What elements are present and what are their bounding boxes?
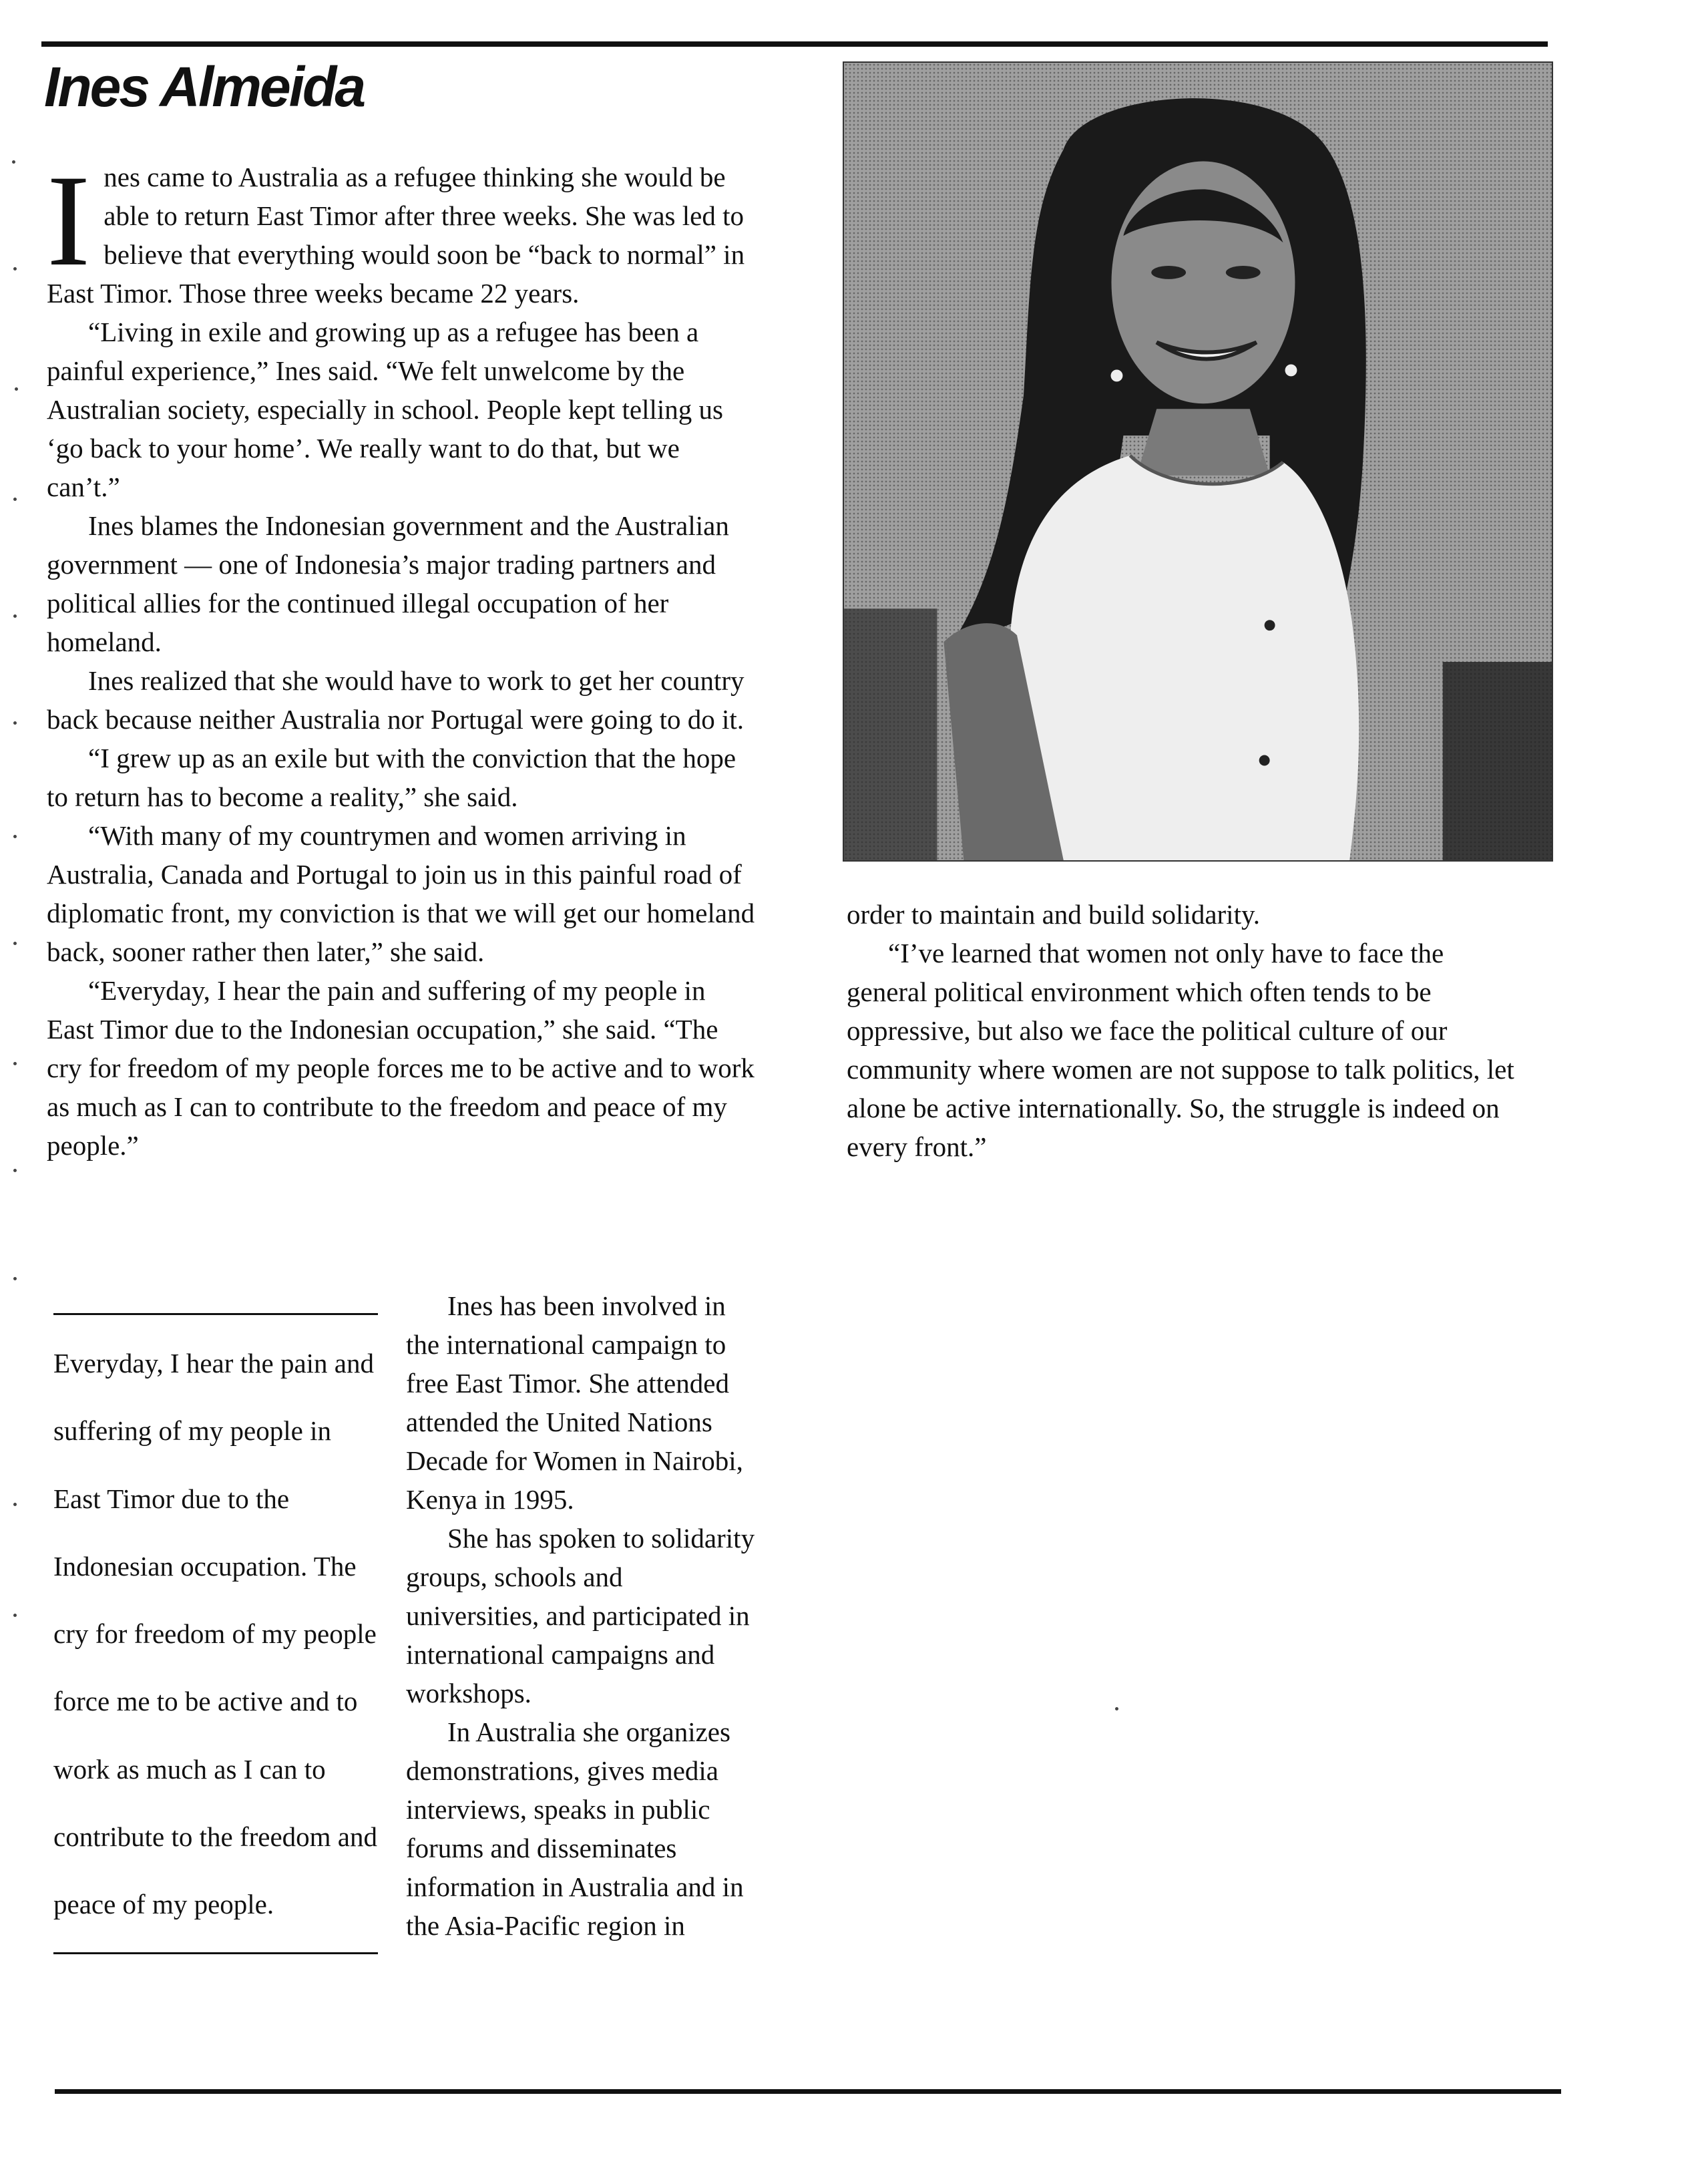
scan-speck (13, 835, 17, 838)
scan-speck (13, 498, 17, 501)
scan-speck (13, 1614, 17, 1617)
scan-speck (13, 1277, 17, 1280)
portrait-photo (843, 61, 1553, 862)
bottom-rule (55, 2089, 1561, 2094)
scan-speck (13, 1503, 17, 1506)
paragraph-7: “Everyday, I hear the pain and suffering of my people in East Timor due to the Indonesian occupation,” she said. “The cry for freedom of my people forces me to be active and to work as much as I can to contribute to the freedom and peace of my people.” (47, 975, 755, 1161)
pull-quote: Everyday, I hear the pain and suffering of my people in East Timor due to the Indonesian occupation. The cry for freedom of my people force me to be active and to work as much as I can to contribute to the freedom and peace of my people. (53, 1313, 378, 1954)
scan-speck (13, 267, 17, 270)
scan-speck (13, 721, 17, 725)
scan-speck (13, 1169, 17, 1172)
middle-column (406, 1286, 759, 1945)
paragraph-11: order to maintain and build solidarity. (847, 899, 1261, 930)
article-title: Ines Almeida (44, 55, 365, 118)
paragraph-10: In Australia she organizes demonstrations, gives media interviews, speaks in public forums and disseminates information in Australia and in the Asia-Pacific region in (406, 1716, 744, 1941)
paragraph-2: “Living in exile and growing up as a refugee has been a painful experience,” Ines said. “We felt unwelcome by the Australian society, especially in school. People kept telling us ‘go back to your home’. We really want to do that, but we can’t.” (47, 317, 724, 502)
scan-speck (1115, 1707, 1118, 1710)
paragraph-5: “I grew up as an exile but with the conviction that the hope to return has to become a reality,” she said. (47, 743, 736, 812)
paragraph-12: “I’ve learned that women not only have to face the general political environment which often tends to be oppressive, but also we face the political culture of our community where women are not suppose to talk politics, let alone be active internationally. So, the struggle is indeed on every front.” (847, 938, 1514, 1162)
right-column (847, 895, 1530, 1166)
paragraph-6: “With many of my countrymen and women arriving in Australia, Canada and Portugal to join us in this painful road of diplomatic front, my conviction is that we will get our homeland back, sooner rather then later,” she said. (47, 820, 755, 967)
paragraph-1 (47, 148, 759, 313)
drop-cap: I (47, 148, 91, 293)
paragraph-1-text: nes came to Australia as a refugee thinking she would be able to return East Timor after three weeks. She was led to believe that everything would soon be “back to normal” in East Timor. Those three weeks became 22 years. (47, 162, 745, 309)
paragraph-4: Ines realized that she would have to work to get her country back because neither Australia nor Portugal were going to do it. (47, 665, 745, 735)
top-rule (41, 41, 1548, 47)
paragraph-8: Ines has been involved in the international campaign to free East Timor. She attended attended the United Nations Decade for Women in Nairobi, Kenya in 1995. (406, 1290, 743, 1515)
scan-speck (13, 1062, 17, 1065)
left-column (47, 148, 759, 1165)
scan-speck (12, 160, 15, 164)
paragraph-9: She has spoken to solidarity groups, schools and universities, and participated in international campaigns and workshops. (406, 1523, 755, 1708)
scan-speck (13, 942, 17, 945)
scan-speck (13, 614, 17, 618)
portrait-illustration (844, 63, 1552, 860)
scan-speck (15, 387, 18, 391)
paragraph-3: Ines blames the Indonesian government and the Australian government — one of Indonesia’s major trading partners and political allies for the continued illegal occupation of her homeland. (47, 510, 729, 657)
